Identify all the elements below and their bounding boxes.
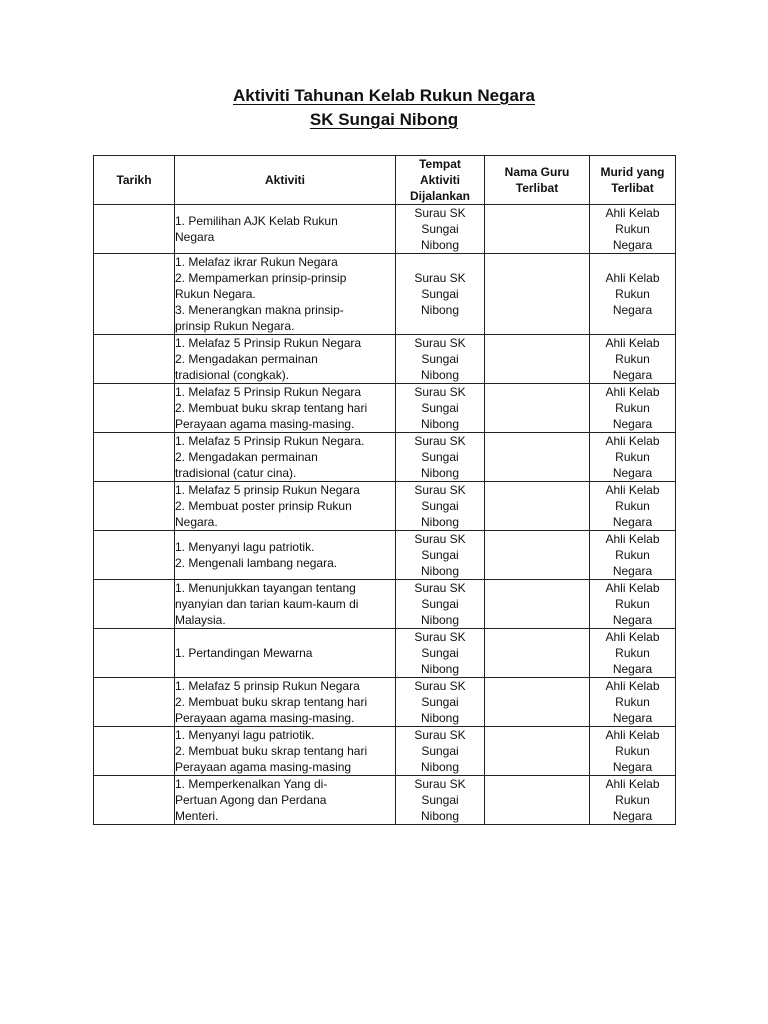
murid-line: Negara: [612, 809, 653, 823]
cell-murid: [590, 335, 676, 384]
cell-aktiviti: [175, 205, 396, 254]
cell-aktiviti: [175, 433, 396, 482]
murid-line: Negara: [612, 238, 653, 252]
cell-nama-guru: [485, 335, 590, 384]
cell-murid: [590, 776, 676, 825]
cell-tarikh: [94, 335, 175, 384]
cell-murid: [590, 580, 676, 629]
tempat-line: Sungai: [421, 793, 459, 807]
cell-tarikh: [94, 384, 175, 433]
header-nama-guru-line: Terlibat: [515, 181, 559, 195]
aktiviti-line: 1. Melafaz ikrar Rukun Negara: [175, 255, 338, 269]
table-row: [94, 433, 676, 482]
murid-line: Rukun: [615, 222, 650, 236]
murid-line: Rukun: [615, 352, 650, 366]
cell-murid: [590, 629, 676, 678]
murid-line: Ahli Kelab: [605, 679, 660, 693]
cell-murid: [590, 205, 676, 254]
tempat-line: Surau SK: [414, 581, 466, 595]
aktiviti-line: 1. Menunjukkan tayangan tentang: [175, 581, 356, 595]
cell-tarikh: [94, 482, 175, 531]
cell-tempat: [396, 384, 485, 433]
aktiviti-line: 3. Menerangkan makna prinsip-: [175, 303, 344, 317]
cell-aktiviti: [175, 580, 396, 629]
header-tempat-line: Aktiviti: [419, 173, 460, 187]
tempat-line: Sungai: [421, 222, 459, 236]
header-murid: [590, 156, 676, 205]
header-aktiviti: [175, 156, 396, 205]
aktiviti-line: Perayaan agama masing-masing.: [175, 711, 355, 725]
murid-line: Rukun: [615, 499, 650, 513]
murid-line: Ahli Kelab: [605, 532, 660, 546]
cell-tempat: [396, 482, 485, 531]
tempat-line: Surau SK: [414, 630, 466, 644]
cell-nama-guru: [485, 678, 590, 727]
cell-aktiviti: [175, 254, 396, 335]
aktiviti-line: tradisional (catur cina).: [175, 466, 297, 480]
cell-tempat: [396, 727, 485, 776]
aktiviti-line: 1. Menyanyi lagu patriotik.: [175, 728, 315, 742]
aktiviti-line: Malaysia.: [175, 613, 226, 627]
aktiviti-line: 2. Mengadakan permainan: [175, 450, 318, 464]
murid-line: Ahli Kelab: [605, 581, 660, 595]
header-tempat-line: Dijalankan: [409, 189, 471, 203]
header-murid-line: Murid yang: [600, 165, 665, 179]
document-title: Aktiviti Tahunan Kelab Rukun Negara: [233, 86, 535, 105]
tempat-line: Sungai: [421, 401, 459, 415]
tempat-line: Nibong: [420, 417, 460, 431]
aktiviti-line: 1. Pertandingan Mewarna: [175, 646, 313, 660]
aktiviti-line: 1. Melafaz 5 prinsip Rukun Negara: [175, 483, 360, 497]
tempat-line: Surau SK: [414, 679, 466, 693]
tempat-line: Sungai: [421, 499, 459, 513]
tempat-line: Surau SK: [414, 434, 466, 448]
murid-line: Negara: [612, 417, 653, 431]
tempat-line: Nibong: [420, 238, 460, 252]
cell-tempat: [396, 678, 485, 727]
table-row: [94, 727, 676, 776]
aktiviti-line: Perayaan agama masing-masing: [175, 760, 352, 774]
tempat-line: Sungai: [421, 352, 459, 366]
murid-line: Ahli Kelab: [605, 434, 660, 448]
aktiviti-line: 1. Melafaz 5 Prinsip Rukun Negara: [175, 336, 362, 350]
cell-tempat: [396, 629, 485, 678]
cell-tempat: [396, 776, 485, 825]
activity-table: [93, 155, 676, 825]
murid-line: Negara: [612, 564, 653, 578]
cell-tempat: [396, 205, 485, 254]
tempat-line: Nibong: [420, 711, 460, 725]
cell-murid: [590, 678, 676, 727]
murid-line: Ahli Kelab: [605, 483, 660, 497]
aktiviti-line: 2. Mengenali lambang negara.: [175, 556, 338, 570]
cell-aktiviti: [175, 335, 396, 384]
murid-line: Ahli Kelab: [605, 630, 660, 644]
murid-line: Ahli Kelab: [605, 728, 660, 742]
cell-tarikh: [94, 205, 175, 254]
cell-nama-guru: [485, 531, 590, 580]
murid-line: Negara: [612, 711, 653, 725]
tempat-line: Surau SK: [414, 271, 466, 285]
murid-line: Ahli Kelab: [605, 385, 660, 399]
tempat-line: Surau SK: [414, 728, 466, 742]
cell-tarikh: [94, 433, 175, 482]
cell-aktiviti: [175, 629, 396, 678]
aktiviti-line: prinsip Rukun Negara.: [175, 319, 295, 333]
aktiviti-line: 2. Mengadakan permainan: [175, 352, 318, 366]
cell-nama-guru: [485, 580, 590, 629]
header-nama-guru: [485, 156, 590, 205]
murid-line: Rukun: [615, 793, 650, 807]
murid-line: Negara: [612, 466, 653, 480]
cell-nama-guru: [485, 629, 590, 678]
cell-tarikh: [94, 580, 175, 629]
murid-line: Negara: [612, 662, 653, 676]
table-body: [94, 205, 676, 825]
murid-line: Rukun: [615, 646, 650, 660]
cell-tarikh: [94, 727, 175, 776]
tempat-line: Nibong: [420, 613, 460, 627]
table-header-row: [94, 156, 676, 205]
tempat-line: Nibong: [420, 662, 460, 676]
header-tempat: [396, 156, 485, 205]
murid-line: Ahli Kelab: [605, 777, 660, 791]
document-subtitle: SK Sungai Nibong: [309, 110, 459, 129]
cell-murid: [590, 482, 676, 531]
aktiviti-line: Negara.: [175, 515, 218, 529]
aktiviti-line: 2. Membuat buku skrap tentang hari: [175, 744, 368, 758]
aktiviti-line: 1. Memperkenalkan Yang di-: [175, 777, 328, 791]
aktiviti-line: 2. Membuat poster prinsip Rukun: [175, 499, 352, 513]
table-row: [94, 254, 676, 335]
aktiviti-line: 1. Pemilihan AJK Kelab Rukun: [175, 214, 338, 228]
cell-aktiviti: [175, 482, 396, 531]
table-row: [94, 580, 676, 629]
murid-line: Rukun: [615, 287, 650, 301]
aktiviti-line: 1. Melafaz 5 Prinsip Rukun Negara: [175, 385, 362, 399]
aktiviti-line: 2. Membuat buku skrap tentang hari: [175, 695, 368, 709]
cell-tempat: [396, 254, 485, 335]
table-row: [94, 384, 676, 433]
aktiviti-line: 2. Mempamerkan prinsip-prinsip: [175, 271, 347, 285]
tempat-line: Nibong: [420, 515, 460, 529]
tempat-line: Sungai: [421, 548, 459, 562]
table-row: [94, 335, 676, 384]
murid-line: Rukun: [615, 744, 650, 758]
aktiviti-line: Perayaan agama masing-masing.: [175, 417, 355, 431]
cell-nama-guru: [485, 254, 590, 335]
header-murid-line: Terlibat: [611, 181, 654, 195]
cell-murid: [590, 384, 676, 433]
aktiviti-line: 1. Melafaz 5 prinsip Rukun Negara: [175, 679, 360, 693]
cell-tempat: [396, 580, 485, 629]
aktiviti-line: Menteri.: [175, 809, 219, 823]
murid-line: Rukun: [615, 548, 650, 562]
murid-line: Rukun: [615, 401, 650, 415]
tempat-line: Sungai: [421, 597, 459, 611]
murid-line: Rukun: [615, 695, 650, 709]
tempat-line: Nibong: [420, 368, 460, 382]
murid-line: Negara: [612, 613, 653, 627]
table-row: [94, 678, 676, 727]
header-tempat-line: Tempat: [419, 157, 461, 171]
cell-nama-guru: [485, 482, 590, 531]
aktiviti-line: tradisional (congkak).: [175, 368, 290, 382]
tempat-line: Surau SK: [414, 532, 466, 546]
cell-tarikh: [94, 531, 175, 580]
header-aktiviti-line: Aktiviti: [264, 173, 305, 187]
cell-tempat: [396, 531, 485, 580]
table-row: [94, 205, 676, 254]
murid-line: Ahli Kelab: [605, 206, 660, 220]
cell-nama-guru: [485, 776, 590, 825]
cell-nama-guru: [485, 727, 590, 776]
murid-line: Ahli Kelab: [605, 271, 660, 285]
cell-nama-guru: [485, 205, 590, 254]
murid-line: Rukun: [615, 450, 650, 464]
aktiviti-line: 1. Melafaz 5 Prinsip Rukun Negara.: [175, 434, 365, 448]
aktiviti-line: Rukun Negara.: [175, 287, 256, 301]
aktiviti-line: 1. Menyanyi lagu patriotik.: [175, 540, 315, 554]
cell-murid: [590, 531, 676, 580]
tempat-line: Sungai: [421, 646, 459, 660]
murid-line: Rukun: [615, 597, 650, 611]
tempat-line: Nibong: [420, 303, 460, 317]
tempat-line: Nibong: [420, 564, 460, 578]
tempat-line: Sungai: [421, 744, 459, 758]
murid-line: Negara: [612, 303, 653, 317]
tempat-line: Nibong: [420, 760, 460, 774]
aktiviti-line: Negara: [175, 230, 215, 244]
cell-aktiviti: [175, 384, 396, 433]
tempat-line: Sungai: [421, 695, 459, 709]
cell-nama-guru: [485, 384, 590, 433]
table-row: [94, 482, 676, 531]
tempat-line: Surau SK: [414, 385, 466, 399]
aktiviti-line: 2. Membuat buku skrap tentang hari: [175, 401, 368, 415]
cell-tarikh: [94, 629, 175, 678]
cell-murid: [590, 727, 676, 776]
cell-tarikh: [94, 678, 175, 727]
tempat-line: Surau SK: [414, 206, 466, 220]
murid-line: Negara: [612, 760, 653, 774]
cell-tarikh: [94, 776, 175, 825]
header-nama-guru-line: Nama Guru: [504, 165, 570, 179]
murid-line: Negara: [612, 515, 653, 529]
aktiviti-line: Pertuan Agong dan Perdana: [175, 793, 327, 807]
table-row: [94, 629, 676, 678]
tempat-line: Sungai: [421, 450, 459, 464]
cell-murid: [590, 433, 676, 482]
header-tarikh: [94, 156, 175, 205]
aktiviti-line: nyanyian dan tarian kaum-kaum di: [175, 597, 359, 611]
cell-aktiviti: [175, 727, 396, 776]
murid-line: Negara: [612, 368, 653, 382]
cell-tempat: [396, 335, 485, 384]
header-tarikh-line: Tarikh: [116, 173, 152, 187]
tempat-line: Surau SK: [414, 777, 466, 791]
tempat-line: Nibong: [420, 809, 460, 823]
tempat-line: Nibong: [420, 466, 460, 480]
cell-aktiviti: [175, 776, 396, 825]
table-row: [94, 531, 676, 580]
cell-murid: [590, 254, 676, 335]
cell-nama-guru: [485, 433, 590, 482]
murid-line: Ahli Kelab: [605, 336, 660, 350]
cell-tempat: [396, 433, 485, 482]
tempat-line: Surau SK: [414, 336, 466, 350]
tempat-line: Sungai: [421, 287, 459, 301]
table-row: [94, 776, 676, 825]
cell-aktiviti: [175, 531, 396, 580]
cell-aktiviti: [175, 678, 396, 727]
cell-tarikh: [94, 254, 175, 335]
tempat-line: Surau SK: [414, 483, 466, 497]
